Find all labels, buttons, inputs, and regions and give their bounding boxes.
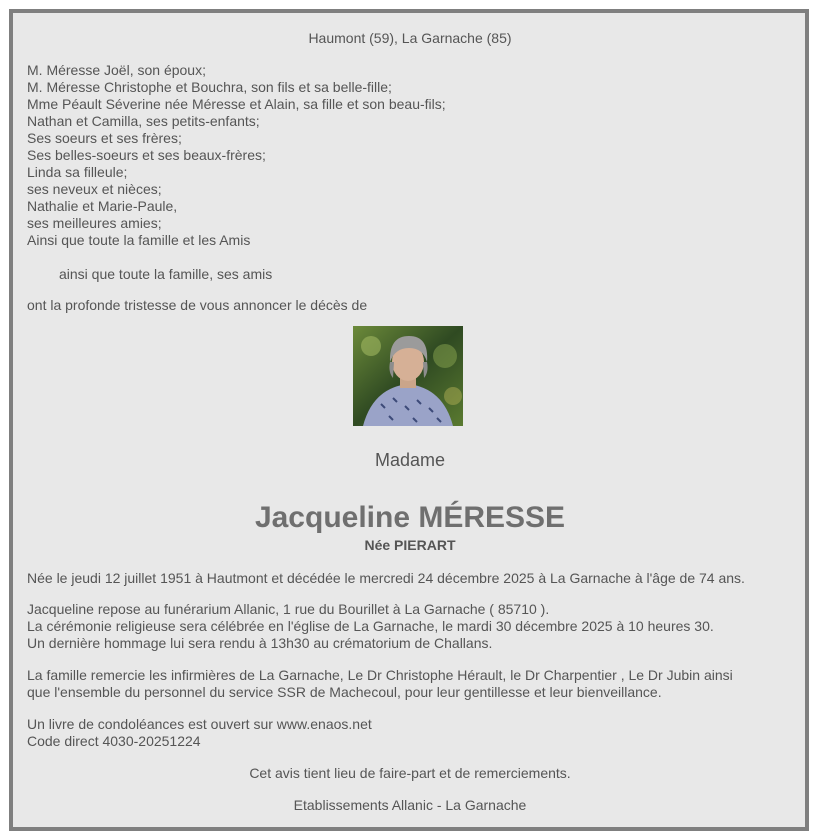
obituary-frame [9, 9, 809, 831]
family-line: Nathalie et Marie-Paule, [27, 198, 178, 214]
locations-header: Haumont (59), La Garnache (85) [308, 30, 512, 46]
ceremony-line: Jacqueline repose au funérarium Allanic, 1 rue du Bourillet à La Garnache ( 85710 ). [27, 601, 550, 617]
notice-line: Cet avis tient lieu de faire-part et de remerciements. [249, 765, 571, 781]
condolences-line: Un livre de condoléances est ouvert sur www.enaos.net [27, 716, 372, 732]
announcement-line: ont la profonde tristesse de vous annoncer le décès de [27, 297, 368, 313]
family-line: Mme Péault Séverine née Méresse et Alain, sa fille et son beau-fils; [27, 96, 446, 112]
family-line: Ainsi que toute la famille et les Amis [27, 232, 251, 248]
family-list [27, 62, 793, 249]
ceremony-line: La cérémonie religieuse sera célébrée en l'église de La Garnache, le mardi 30 décembre 2025 à 10 heures 30. [27, 618, 714, 634]
family-line: M. Méresse Joël, son époux; [27, 62, 206, 78]
family-line: ses neveux et nièces; [27, 181, 162, 197]
condolences-info [27, 716, 793, 750]
birth-death-line: Née le jeudi 12 juillet 1951 à Hautmont et décédée le mercredi 24 décembre 2025 à La Garnache à l'âge de 74 ans. [27, 570, 745, 586]
company-line: Etablissements Allanic - La Garnache [293, 797, 527, 813]
deceased-maiden-name: Née PIERART [364, 537, 456, 553]
thanks-line: que l'ensemble du personnel du service SSR de Machecoul, pour leur gentillesse et leur bienveillance. [27, 684, 662, 700]
deceased-photo [353, 326, 463, 426]
family-line: Linda sa filleule; [27, 164, 128, 180]
family-line: ses meilleures amies; [27, 215, 162, 231]
direct-code-line: Code direct 4030-20251224 [27, 733, 201, 749]
family-line: Ses soeurs et ses frères; [27, 130, 182, 146]
deceased-name: Jacqueline MÉRESSE [254, 501, 566, 534]
portrait-image [353, 326, 463, 426]
thanks-paragraph [27, 667, 793, 701]
deceased-title: Madame [374, 450, 446, 470]
family-line: Nathan et Camilla, ses petits-enfants; [27, 113, 260, 129]
ceremony-details [27, 601, 793, 652]
thanks-line: La famille remercie les infirmières de La Garnache, Le Dr Christophe Hérault, le Dr Charpentier , Le Dr Jubin ainsi [27, 667, 733, 683]
family-line: M. Méresse Christophe et Bouchra, son fils et sa belle-fille; [27, 79, 392, 95]
also-family-line: ainsi que toute la famille, ses amis [59, 266, 273, 282]
family-line: Ses belles-soeurs et ses beaux-frères; [27, 147, 266, 163]
ceremony-line: Un dernière hommage lui sera rendu à 13h30 au crématorium de Challans. [27, 635, 493, 651]
